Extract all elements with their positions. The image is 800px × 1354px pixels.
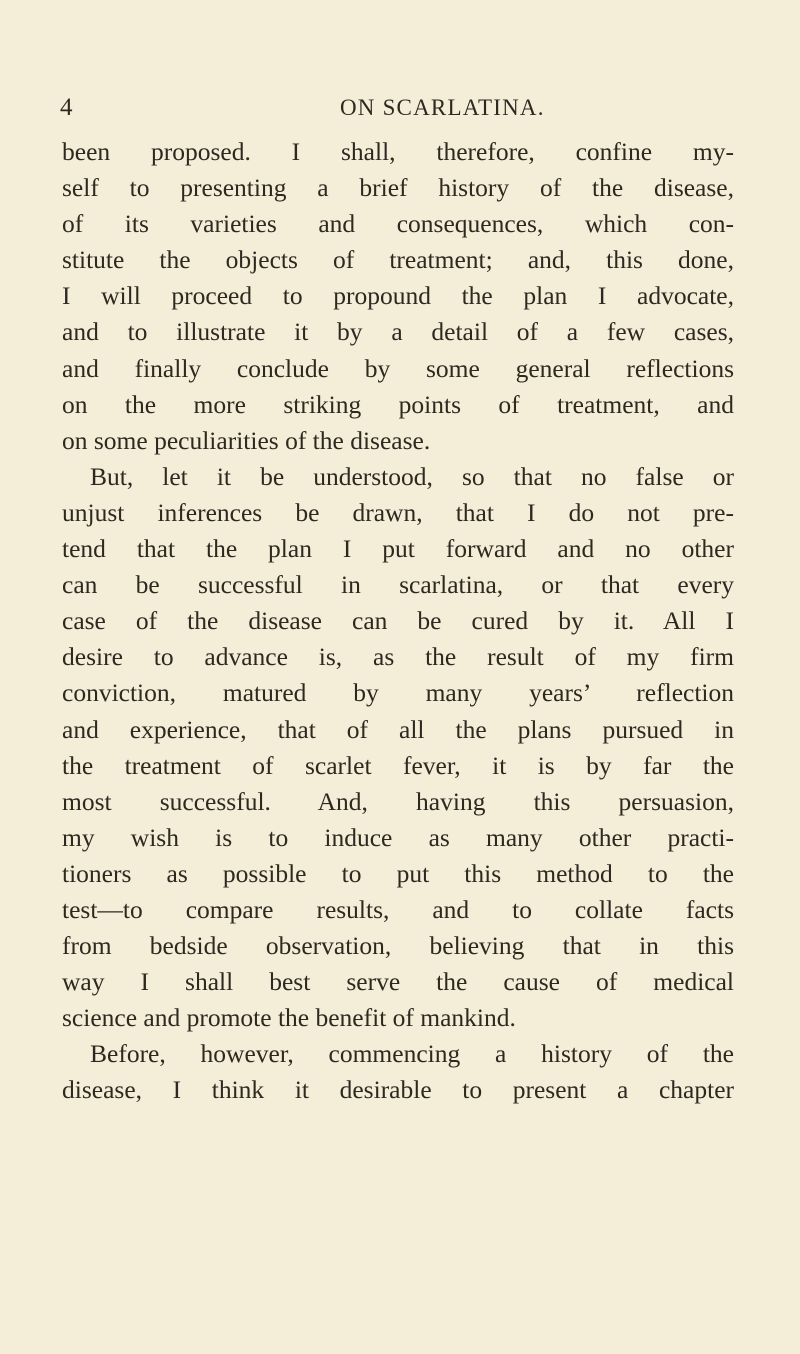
text-line: science and promote the benefit of mankind. [62, 1003, 516, 1033]
text-line: on some peculiarities of the disease. [62, 425, 431, 455]
text-line: conviction, matured by many years’ reflection [62, 678, 734, 708]
text-line: been proposed. I shall, therefore, confine my- [62, 137, 734, 166]
text-line: and experience, that of all the plans pursued in [62, 714, 734, 744]
text-line: self to presenting a brief history of the disease, [62, 173, 734, 203]
text-line: Before, however, commencing a history of the [90, 1039, 734, 1069]
text-line: from bedside observation, believing that in this [62, 931, 734, 961]
text-line: test—to compare results, and to collate facts [62, 894, 734, 924]
text-line: disease, I think it desirable to present a chapter [62, 1075, 734, 1105]
text-line: I will proceed to propound the plan I advocate, [62, 281, 734, 311]
text-line: But, let it be understood, so that no false or [90, 461, 734, 491]
page-number: 4 [60, 94, 73, 121]
text-line: my wish is to induce as many other practi- [62, 822, 734, 852]
text-line: tioners as possible to put this method to the [62, 858, 734, 888]
text-line: way I shall best serve the cause of medical [62, 967, 734, 997]
text-line: desire to advance is, as the result of my firm [62, 642, 734, 672]
text-line: of its varieties and consequences, which con- [62, 209, 734, 239]
page-header [0, 92, 800, 124]
body-text [62, 134, 734, 1109]
text-line: unjust inferences be drawn, that I do not pre- [62, 497, 734, 527]
text-line: can be successful in scarlatina, or that every [62, 570, 734, 600]
running-title: ON SCARLATINA. [340, 95, 545, 120]
text-line: stitute the objects of treatment; and, this done, [62, 245, 734, 275]
text-line: most successful. And, having this persuasion, [62, 786, 734, 816]
text-line: on the more striking points of treatment, and [62, 389, 734, 419]
text-line: the treatment of scarlet fever, it is by far the [62, 750, 734, 780]
text-line: case of the disease can be cured by it. All I [62, 606, 734, 636]
text-line: tend that the plan I put forward and no other [62, 534, 734, 564]
text-line: and finally conclude by some general reflections [62, 353, 734, 383]
text-line: and to illustrate it by a detail of a few cases, [62, 317, 734, 347]
